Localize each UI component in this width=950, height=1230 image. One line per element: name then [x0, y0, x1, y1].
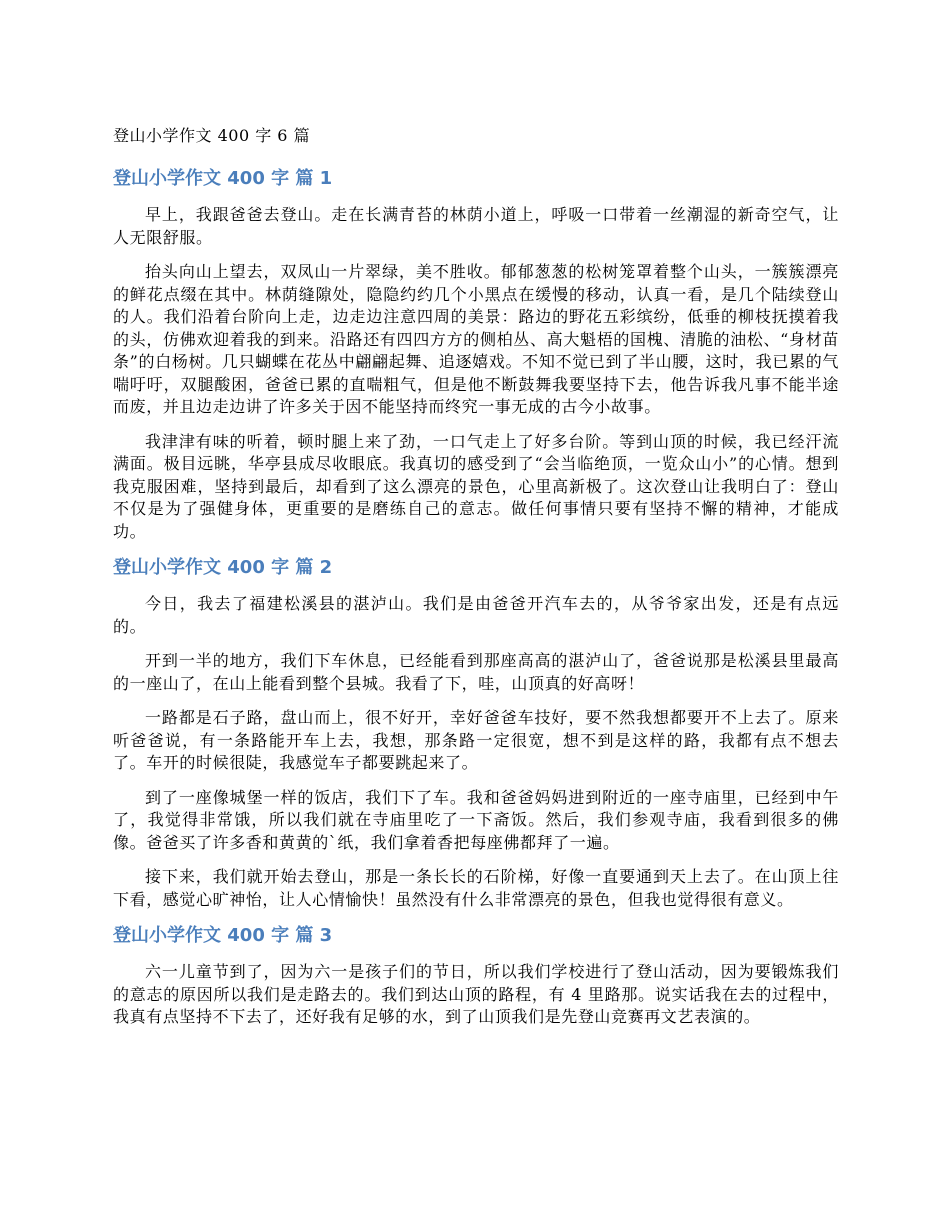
paragraph: 今日，我去了福建松溪县的湛泸山。我们是由爸爸开汽车去的，从爷爷家出发，还是有点远的。 — [113, 594, 839, 636]
section-heading: 登山小学作文 400 字 篇 3 — [113, 925, 333, 946]
paragraph: 接下来，我们就开始去登山，那是一条长长的石阶梯，好像一直要通到天上去了。在山顶上往下看，感觉心旷神怡，让人心情愉快！虽然没有什么非常漂亮的景色，但我也觉得很有意义。 — [113, 867, 839, 909]
paragraph: 早上，我跟爸爸去登山。走在长满青苔的林荫小道上，呼吸一口带着一丝潮湿的新奇空气，让人无限舒服。 — [113, 205, 839, 247]
section-3 — [113, 923, 839, 1029]
section-1 — [113, 166, 839, 543]
paragraph: 到了一座像城堡一样的饭店，我们下了车。我和爸爸妈妈进到附近的一座寺庙里，已经到中午了，我觉得非常饿，所以我们就在寺庙里吃了一下斋饭。然后，我们参观寺庙，我看到很多的佛像。爸爸买了许多香和黄黄的`纸，我们拿着香把每座佛都拜了一遍。 — [113, 787, 839, 852]
paragraph: 开到一半的地方，我们下车休息，已经能看到那座高高的湛泸山了，爸爸说那是松溪县里最高的一座山了，在山上能看到整个县城。我看了下，哇，山顶真的好高呀！ — [113, 651, 839, 693]
paragraph: 我津津有味的听着，顿时腿上来了劲，一口气走上了好多台阶。等到山顶的时候，我已经汗流满面。极目远眺，华亭县成尽收眼底。我真切的感受到了“会当临绝顶，一览众山小”的心情。想到我克服困难，坚持到最后，却看到了这么漂亮的景色，心里高新极了。这次登山让我明白了：登山不仅是为了强健身体，更重要的是磨练自己的意志。做任何事情只要有坚持不懈的精神，才能成功。 — [113, 431, 839, 541]
paragraph: 六一儿童节到了，因为六一是孩子们的节日，所以我们学校进行了登山活动，因为要锻炼我们的意志的原因所以我们是走路去的。我们到达山顶的路程，有 4 里路那。说实话我在去的过程中，我真有点坚持不下去了，还好我有足够的水，到了山顶我们是先登山竞赛再文艺表演的。 — [113, 962, 839, 1026]
section-heading: 登山小学作文 400 字 篇 1 — [113, 168, 333, 189]
document-title: 登山小学作文 400 字 6 篇 — [113, 126, 311, 145]
section-2 — [113, 555, 839, 911]
paragraph: 抬头向山上望去，双凤山一片翠绿，美不胜收。郁郁葱葱的松树笼罩着整个山头，一簇簇漂亮的鲜花点缀在其中。林荫缝隙处，隐隐约约几个小黑点在缓慢的移动，认真一看，是几个陆续登山的人。我们沿着台阶向上走，边走边注意四周的美景：路边的野花五彩缤纷，低垂的柳枝抚摸着我的头，仿佛欢迎着我的到来。沿路还有四四方方的侧柏丛、高大魁梧的国槐、清脆的油松、“身材苗条”的白杨树。几只蝴蝶在花丛中翩翩起舞、追逐嬉戏。不知不觉已到了半山腰，这时，我已累的气喘吁吁，双腿酸困，爸爸已累的直喘粗气，但是他不断鼓舞我要坚持下去，他告诉我凡事不能半途而废，并且边走边讲了许多关于因不能坚持而终究一事无成的古今小故事。 — [113, 262, 839, 416]
section-heading: 登山小学作文 400 字 篇 2 — [113, 557, 333, 578]
paragraph: 一路都是石子路，盘山而上，很不好开，幸好爸爸车技好，要不然我想都要开不上去了。原来听爸爸说，有一条路能开车上去，我想，那条路一定很宽，想不到是这样的路，我都有点不想去了。车开的时候很陡，我感觉车子都要跳起来了。 — [113, 708, 839, 772]
document-page — [113, 124, 839, 1041]
